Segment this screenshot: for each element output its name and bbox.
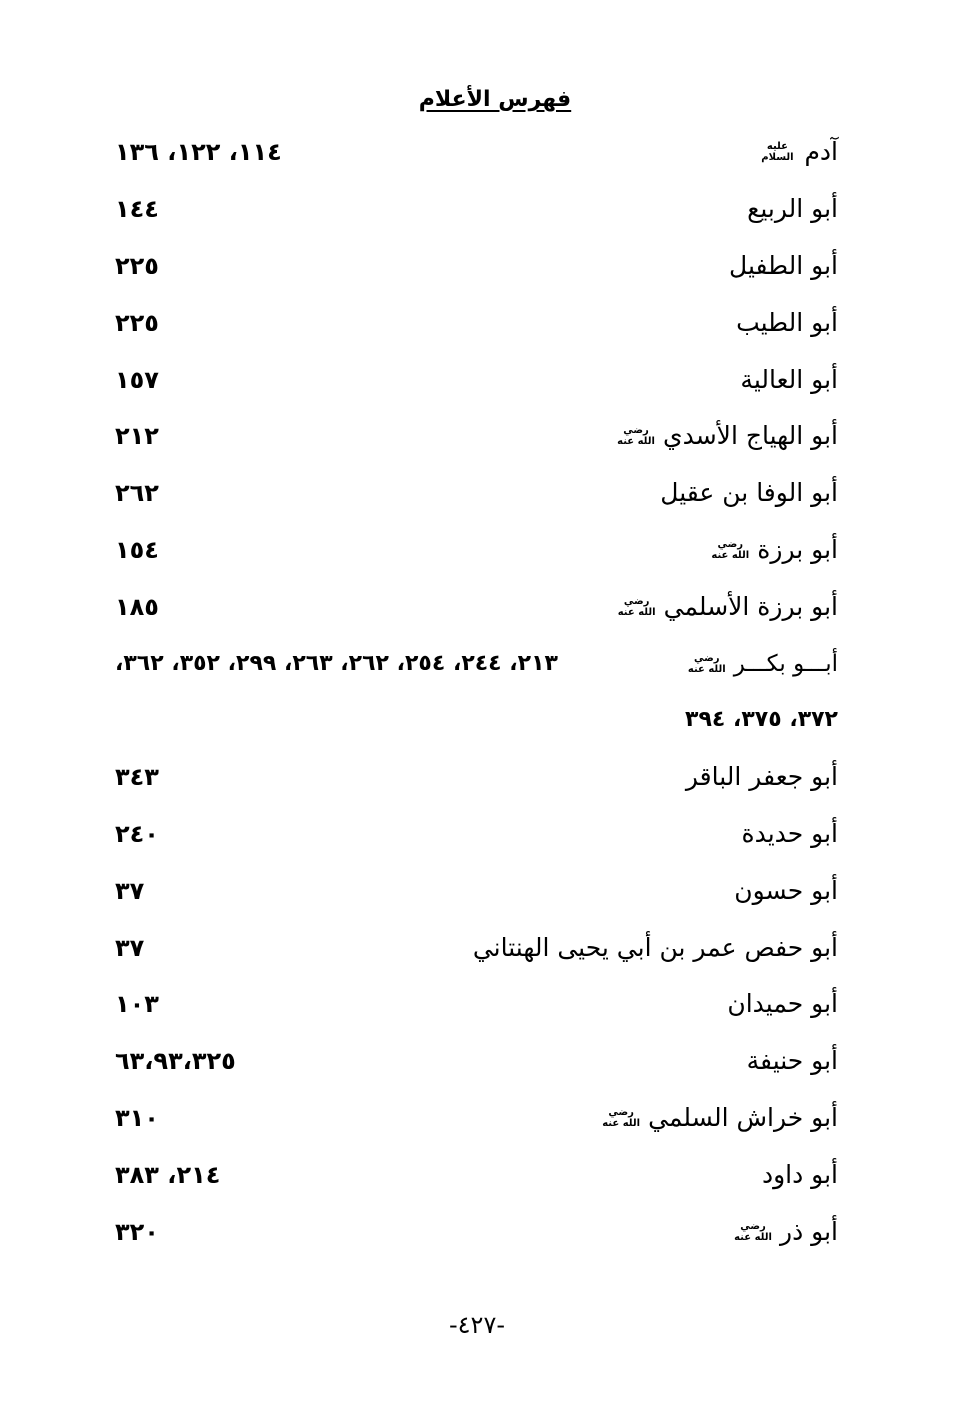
index-entry [115, 181, 838, 238]
honorific-ligature: رضي الله عنه [734, 1220, 772, 1243]
entry-pages: ٢١٣، ٢٤٤، ٢٥٤، ٢٦٢، ٢٦٣، ٢٩٩، ٣٥٢، ٣٦٢، [115, 650, 558, 676]
entry-pages: ٣١٠ [115, 1103, 159, 1132]
entry-pages: ٢١٤، ٣٨٣ [115, 1160, 221, 1189]
entry-pages: ٣٤٣ [115, 763, 159, 792]
entry-name: أبو حنيفة [746, 1046, 838, 1076]
entry-pages: ٣٧ [115, 933, 145, 962]
entry-name: أبو الطفيل [729, 250, 838, 280]
index-entry [115, 976, 838, 1033]
honorific-ligature: رضي الله عنه [602, 1106, 641, 1129]
entry-name-group [729, 249, 838, 283]
page-number: -٤٢٧- [448, 1311, 505, 1339]
entry-name: أبو حديدة [741, 818, 838, 848]
entry-pages: ١١٤، ١٢٢، ١٣٦ [115, 138, 282, 167]
entry-pages: ٢١٢ [115, 422, 159, 451]
index-entry [115, 465, 838, 522]
honorific-ligature: رضي الله عنه [711, 538, 750, 561]
entry-name: أبو حميدان [727, 989, 838, 1019]
index-entry [115, 294, 838, 351]
entry-pages-continued: ٣٧٢، ٣٧٥، ٣٩٤ [685, 707, 838, 733]
entry-name-group [708, 533, 838, 567]
index-entry [115, 124, 838, 181]
entry-name-group [614, 419, 838, 453]
entry-name: أبو جعفر الباقر [685, 762, 838, 792]
index-entry [115, 862, 838, 919]
entry-name: أبو داود [761, 1159, 838, 1189]
entry-pages: ٦٣،٩٣،٣٢٥ [115, 1047, 236, 1076]
entry-name: أبو العالية [740, 364, 838, 394]
entry-pages: ١٠٣ [115, 990, 159, 1019]
entry-name: أبو برزة [757, 534, 838, 564]
entry-name-group [762, 1158, 838, 1192]
entry-pages: ١٥٧ [115, 365, 159, 394]
index-entry [115, 238, 838, 295]
entry-pages: ١٤٤ [115, 195, 159, 224]
entry-name-group [473, 931, 838, 965]
entry-pages: ٣٢٠ [115, 1217, 159, 1246]
index-entry [115, 919, 838, 976]
index-entry [115, 522, 838, 579]
entry-pages: ٢٦٢ [115, 479, 159, 508]
index-entry [115, 635, 838, 692]
honorific-ligature: رضي الله عنه [617, 595, 656, 618]
index-entry [115, 749, 838, 806]
entry-name-group [736, 306, 838, 340]
index-entry [115, 1146, 838, 1203]
entry-name-group [731, 1215, 838, 1249]
entry-name-group [599, 1101, 838, 1135]
entry-name: أبو حفص عمر بن أبي يحيى الهنتاني [472, 932, 838, 962]
entry-pages: ١٨٥ [115, 592, 159, 621]
entry-name: أبو حسون [734, 875, 838, 905]
entry-name: أبو الهياج الأسدي [663, 421, 838, 451]
honorific-ligature: رضي الله عنه [687, 652, 726, 675]
entry-name-group [747, 1044, 838, 1078]
entry-name-group [727, 987, 838, 1021]
entry-name: أبو الربيع [747, 194, 838, 224]
entry-name-group [686, 760, 838, 794]
entry-name: أبو الطيب [736, 307, 838, 337]
index-entry [115, 351, 838, 408]
index-entry [115, 806, 838, 863]
index-entry [115, 408, 838, 465]
entry-name: أبـــو بكـــر [733, 650, 838, 677]
entry-name-group [741, 817, 838, 851]
index-entry [115, 578, 838, 635]
entry-name: آدم [804, 137, 838, 167]
entry-pages: ٢٢٥ [115, 251, 159, 280]
entry-pages: ٢٤٠ [115, 819, 159, 848]
entry-pages: ١٥٤ [115, 535, 159, 564]
page-title: فهرس الأعلام [418, 87, 572, 112]
honorific-ligature: عليه السلام [761, 141, 794, 164]
index-entry [115, 1203, 838, 1260]
index-entry-continuation [115, 692, 838, 749]
entry-name-group [615, 590, 838, 624]
entry-pages: ٣٧ [115, 876, 145, 905]
entry-pages: ٢٢٥ [115, 308, 159, 337]
entry-name-group [740, 363, 838, 397]
entry-name-group [755, 135, 838, 169]
entry-name-group [747, 192, 838, 226]
honorific-ligature: رضي الله عنه [617, 425, 655, 448]
entry-name: أبو خراش السلمي [648, 1102, 838, 1132]
entry-name-group [734, 874, 838, 908]
index-of-names-list [115, 124, 838, 1260]
entry-name: أبو ذر [780, 1216, 838, 1246]
entry-name-group [685, 647, 838, 681]
index-entry [115, 1033, 838, 1090]
index-entry [115, 1090, 838, 1147]
entry-name: أبو الوفا بن عقيل [660, 478, 838, 508]
entry-name: أبو برزة الأسلمي [663, 591, 838, 621]
entry-name-group [660, 476, 838, 510]
